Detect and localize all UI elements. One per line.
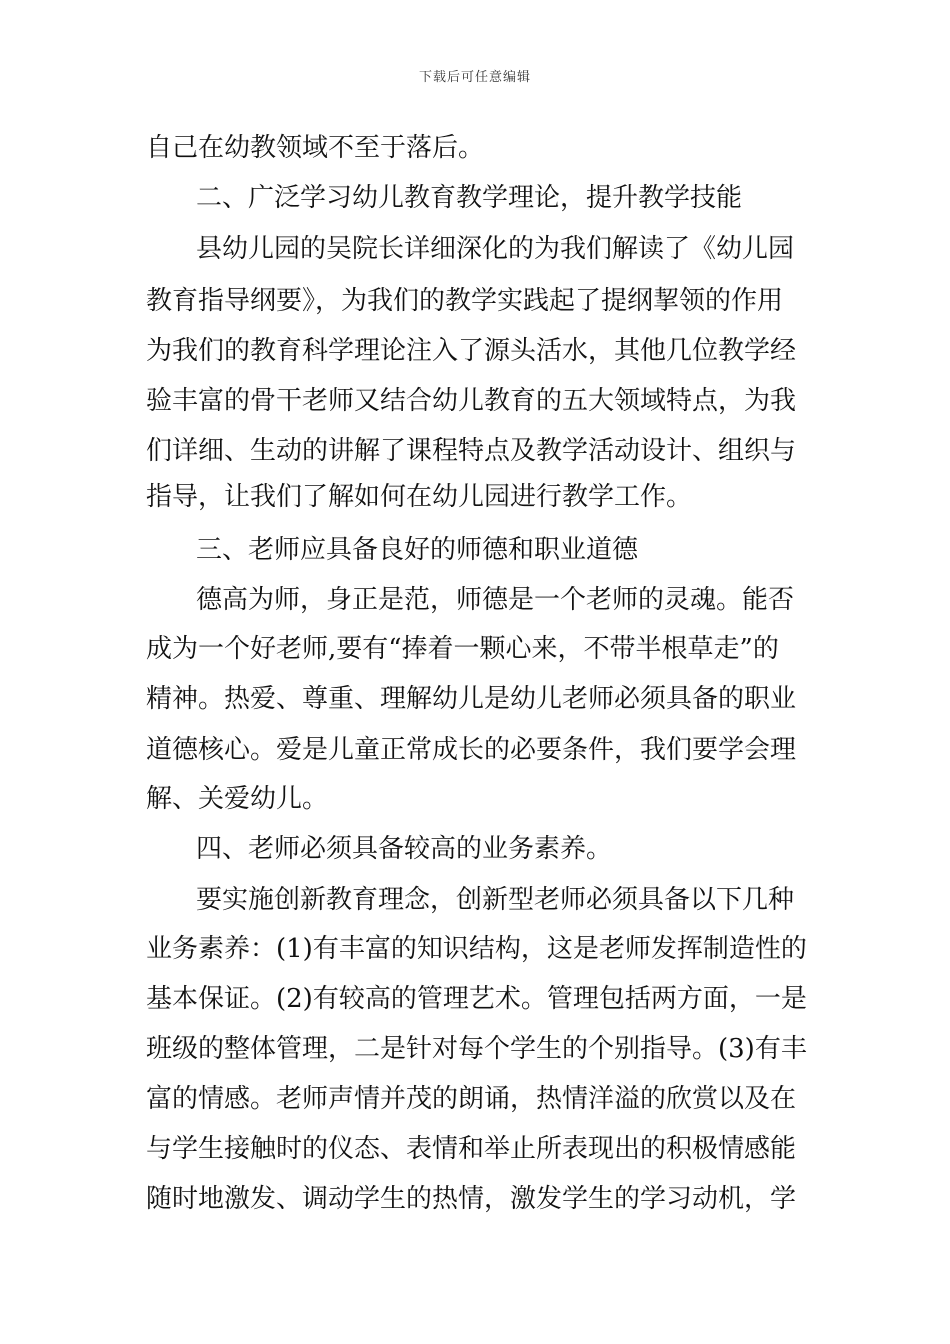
text-line: 道德核心。爱是儿童正常成长的必要条件，我们要学会理 <box>146 735 797 765</box>
text-line: 成为一个好老师,要有“捧着一颗心来，不带半根草走”的 <box>146 634 779 664</box>
text-line: 们详细、生动的讲解了课程特点及教学活动设计、组织与 <box>146 436 797 466</box>
paragraph-first-line: 县幼儿园的吴院长详细深化的为我们解读了《幼儿园 <box>196 234 795 264</box>
text-line: 验丰富的骨干老师又结合幼儿教育的五大领域特点，为我 <box>146 386 797 416</box>
text-line: 自己在幼教领域不至于落后。 <box>146 133 485 163</box>
text-line: 基本保证。(2)有较高的管理艺术。管理包括两方面，一是 <box>146 984 807 1014</box>
section-heading: 四、老师必须具备较高的业务素养。 <box>196 834 613 864</box>
text-line: 随时地激发、调动学生的热情，激发学生的学习动机，学 <box>146 1184 797 1214</box>
text-line: 班级的整体管理，二是针对每个学生的个别指导。(3)有丰 <box>146 1034 807 1064</box>
text-line: 富的情感。老师声情并茂的朗诵，热情洋溢的欣赏以及在 <box>146 1084 797 1114</box>
page-header: 下载后可任意编辑 <box>418 70 531 85</box>
text-line: 解、关爱幼儿。 <box>146 784 329 814</box>
text-line: 与学生接触时的仪态、表情和举止所表现出的积极情感能 <box>146 1134 797 1164</box>
text-line: 精神。热爱、尊重、理解幼儿是幼儿老师必须具备的职业 <box>146 684 797 714</box>
text-line: 业务素养：(1)有丰富的知识结构，这是老师发挥制造性的 <box>146 934 807 964</box>
text-line: 为我们的教育科学理论注入了源头活水，其他几位教学经 <box>146 336 797 366</box>
text-line: 教育指导纲要》，为我们的教学实践起了提纲挈领的作用 <box>146 286 784 316</box>
section-heading: 三、老师应具备良好的师德和职业道德 <box>196 535 639 565</box>
paragraph-first-line: 要实施创新教育理念，创新型老师必须具备以下几种 <box>196 885 795 915</box>
section-heading: 二、广泛学习幼儿教育教学理论，提升教学技能 <box>196 183 743 213</box>
text-line: 指导，让我们了解如何在幼儿园进行教学工作。 <box>146 482 693 512</box>
paragraph-first-line: 德高为师，身正是范，师德是一个老师的灵魂。能否 <box>196 585 795 615</box>
